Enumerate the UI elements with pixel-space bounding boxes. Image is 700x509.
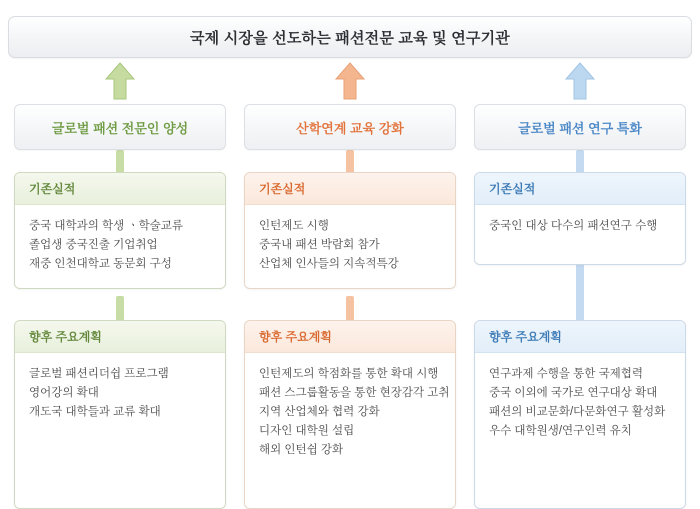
- achievements-panel-2-body: [245, 205, 455, 288]
- list-item: 우수 대학원생/연구인력 유치: [489, 425, 632, 437]
- list-item: 연구과제 수행을 통한 국제협력: [489, 368, 644, 380]
- list-item: 중국내 패션 박람회 참가: [259, 239, 380, 251]
- plans-panel-3-heading: 향후 주요계획: [475, 321, 685, 353]
- plans-panel-2-body: [245, 353, 455, 508]
- strategy-chip-1[interactable]: [14, 104, 226, 150]
- connector-blue-top: [576, 150, 584, 174]
- list-item: 재중 인천대학교 동문회 구성: [29, 258, 172, 270]
- strategy-chip-1-label: 글로벌 패션 전문인 양성: [51, 120, 189, 136]
- list-item: 인턴제도 시행: [259, 220, 329, 232]
- achievements-panel-3: [474, 172, 686, 265]
- plans-panel-3: [474, 320, 686, 509]
- achievements-panel-1: [14, 172, 226, 289]
- list-item: 개도국 대학들과 교류 확대: [29, 406, 161, 418]
- list-item: 중국인 대상 다수의 패션연구 수행: [489, 220, 658, 232]
- arrow-up-green: [105, 62, 135, 100]
- list-item: 인턴제도의 학점화를 통한 확대 시행: [259, 368, 439, 380]
- list-item: 졸업생 중국진출 기업취업: [29, 239, 158, 251]
- plans-panel-2-heading: 향후 주요계획: [245, 321, 455, 353]
- strategy-chip-2-label: 산학연계 교육 강화: [296, 120, 404, 136]
- achievements-panel-3-body: [475, 205, 685, 264]
- achievements-panel-3-heading: 기존실적: [475, 173, 685, 205]
- connector-orange-bottom: [346, 296, 354, 322]
- list-item: 디자인 대학원 설립: [259, 425, 355, 437]
- connector-orange-top: [346, 150, 354, 174]
- achievements-panel-2-heading: 기존실적: [245, 173, 455, 205]
- connector-green-top: [116, 150, 124, 174]
- vision-banner: [8, 16, 692, 58]
- arrow-up-blue: [565, 62, 595, 100]
- strategy-chip-2[interactable]: [244, 104, 456, 150]
- plans-panel-1-heading: 향후 주요계획: [15, 321, 225, 353]
- strategy-chip-3[interactable]: [474, 104, 686, 150]
- list-item: 패션의 비교문화/다문화연구 활성화: [489, 406, 666, 418]
- plans-panel-1-body: [15, 353, 225, 508]
- plans-panel-1: [14, 320, 226, 509]
- achievements-panel-2: [244, 172, 456, 289]
- list-item: 지역 산업체와 협력 강화: [259, 406, 380, 418]
- list-item: 패션 스그룹활동을 통한 현장감각 고취: [259, 387, 450, 399]
- list-item: 중국 대학과의 학생 ㆍ학술교류: [29, 220, 184, 232]
- list-item: 영어강의 확대: [29, 387, 99, 399]
- connector-green-bottom: [116, 296, 124, 322]
- list-item: 산업체 인사들의 지속적특강: [259, 258, 399, 270]
- list-item: 글로벌 패션리더쉽 프로그램: [29, 368, 169, 380]
- list-item: 중국 이외에 국가로 연구대상 확대: [489, 387, 658, 399]
- plans-panel-2: [244, 320, 456, 509]
- strategy-chip-3-label: 글로벌 패션 연구 특화: [518, 120, 642, 136]
- plans-panel-3-body: [475, 353, 685, 508]
- achievements-panel-1-heading: 기존실적: [15, 173, 225, 205]
- arrow-up-orange: [335, 62, 365, 100]
- achievements-panel-1-body: [15, 205, 225, 288]
- vision-banner-title: 국제 시장을 선도하는 패션전문 교육 및 연구기관: [189, 29, 510, 47]
- list-item: 해외 인턴쉽 강화: [259, 444, 344, 456]
